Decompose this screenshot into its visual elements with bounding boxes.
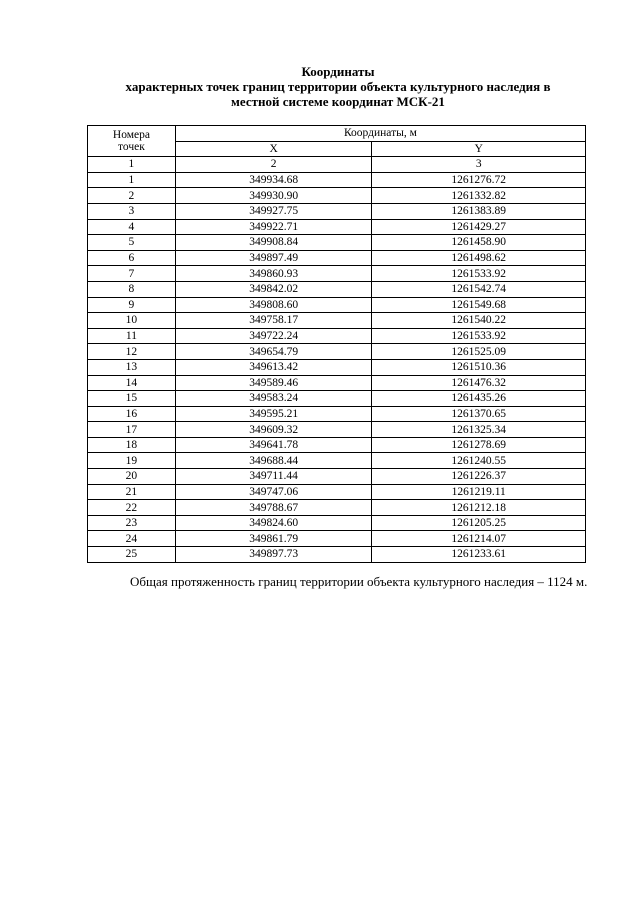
point-number-cell: 5 [88,235,176,251]
point-number-cell: 14 [88,375,176,391]
point-number-cell: 10 [88,313,176,329]
x-coordinate-cell: 349758.17 [175,313,372,329]
y-coordinate-cell: 1261240.55 [372,453,586,469]
table-row [88,297,586,313]
header-coordinates: Координаты, м [175,126,585,142]
point-number-cell: 24 [88,531,176,547]
y-coordinate-cell: 1261476.32 [372,375,586,391]
header-point-numbers-line-2: точек [118,141,145,154]
x-coordinate-cell: 349613.42 [175,359,372,375]
x-coordinate-cell: 349808.60 [175,297,372,313]
total-length-paragraph: Общая протяженность границ территории объекта культурного наследия – 1124 м. [130,574,588,589]
x-coordinate-cell: 349861.79 [175,531,372,547]
y-coordinate-cell: 1261510.36 [372,359,586,375]
header-column-number-2: 2 [175,157,372,173]
table-body [88,172,586,562]
table-row [88,219,586,235]
table-row [88,531,586,547]
point-number-cell: 2 [88,188,176,204]
table-row [88,547,586,563]
y-coordinate-cell: 1261540.22 [372,313,586,329]
document-subtitle-line-1: характерных точек границ территории объекта культурного наследия в [125,79,551,94]
x-coordinate-cell: 349842.02 [175,281,372,297]
x-coordinate-cell: 349747.06 [175,484,372,500]
y-coordinate-cell: 1261205.25 [372,515,586,531]
table-row [88,469,586,485]
point-number-cell: 15 [88,391,176,407]
x-coordinate-cell: 349934.68 [175,172,372,188]
x-coordinate-cell: 349897.73 [175,547,372,563]
point-number-cell: 11 [88,328,176,344]
point-number-cell: 19 [88,453,176,469]
table-row [88,375,586,391]
x-coordinate-cell: 349788.67 [175,500,372,516]
x-coordinate-cell: 349711.44 [175,469,372,485]
table-row [88,422,586,438]
document-title: Координаты [301,64,375,79]
x-coordinate-cell: 349722.24 [175,328,372,344]
point-number-cell: 7 [88,266,176,282]
table-row [88,266,586,282]
document-subtitle-line-2: местной системе координат МСК-21 [231,94,445,109]
table-row [88,500,586,516]
y-coordinate-cell: 1261332.82 [372,188,586,204]
y-coordinate-cell: 1261533.92 [372,266,586,282]
table-row [88,281,586,297]
x-coordinate-cell: 349589.46 [175,375,372,391]
x-coordinate-cell: 349922.71 [175,219,372,235]
table-row [88,250,586,266]
table-row [88,484,586,500]
y-coordinate-cell: 1261429.27 [372,219,586,235]
x-coordinate-cell: 349897.49 [175,250,372,266]
x-coordinate-cell: 349908.84 [175,235,372,251]
table-row [88,453,586,469]
y-coordinate-cell: 1261276.72 [372,172,586,188]
coordinates-table [87,125,586,563]
table-row [88,437,586,453]
point-number-cell: 9 [88,297,176,313]
y-coordinate-cell: 1261458.90 [372,235,586,251]
y-coordinate-cell: 1261435.26 [372,391,586,407]
header-point-numbers [88,126,176,157]
y-coordinate-cell: 1261219.11 [372,484,586,500]
x-coordinate-cell: 349860.93 [175,266,372,282]
y-coordinate-cell: 1261214.07 [372,531,586,547]
header-x: X [175,141,372,157]
y-coordinate-cell: 1261370.65 [372,406,586,422]
x-coordinate-cell: 349927.75 [175,203,372,219]
y-coordinate-cell: 1261549.68 [372,297,586,313]
point-number-cell: 17 [88,422,176,438]
point-number-cell: 21 [88,484,176,500]
table-row [88,235,586,251]
point-number-cell: 23 [88,515,176,531]
point-number-cell: 12 [88,344,176,360]
point-number-cell: 1 [88,172,176,188]
table-row [88,406,586,422]
table-row [88,391,586,407]
y-coordinate-cell: 1261525.09 [372,344,586,360]
y-coordinate-cell: 1261325.34 [372,422,586,438]
table-row [88,359,586,375]
x-coordinate-cell: 349641.78 [175,437,372,453]
x-coordinate-cell: 349930.90 [175,188,372,204]
point-number-cell: 16 [88,406,176,422]
x-coordinate-cell: 349654.79 [175,344,372,360]
table-row [88,172,586,188]
table-header [88,126,586,173]
point-number-cell: 8 [88,281,176,297]
x-coordinate-cell: 349609.32 [175,422,372,438]
y-coordinate-cell: 1261498.62 [372,250,586,266]
x-coordinate-cell: 349688.44 [175,453,372,469]
point-number-cell: 20 [88,469,176,485]
table-row [88,515,586,531]
y-coordinate-cell: 1261542.74 [372,281,586,297]
header-row-1 [88,126,586,142]
x-coordinate-cell: 349595.21 [175,406,372,422]
header-column-numbers-row [88,157,586,173]
y-coordinate-cell: 1261212.18 [372,500,586,516]
y-coordinate-cell: 1261533.92 [372,328,586,344]
header-column-number-1: 1 [88,157,176,173]
x-coordinate-cell: 349583.24 [175,391,372,407]
point-number-cell: 4 [88,219,176,235]
point-number-cell: 22 [88,500,176,516]
y-coordinate-cell: 1261233.61 [372,547,586,563]
table-row [88,344,586,360]
point-number-cell: 6 [88,250,176,266]
table-row [88,328,586,344]
header-column-number-3: 3 [372,157,586,173]
table-row [88,313,586,329]
header-y: Y [372,141,586,157]
point-number-cell: 3 [88,203,176,219]
y-coordinate-cell: 1261383.89 [372,203,586,219]
y-coordinate-cell: 1261278.69 [372,437,586,453]
x-coordinate-cell: 349824.60 [175,515,372,531]
point-number-cell: 25 [88,547,176,563]
y-coordinate-cell: 1261226.37 [372,469,586,485]
header-point-numbers-line-1: Номера [112,129,150,142]
table-row [88,203,586,219]
table-row [88,188,586,204]
point-number-cell: 13 [88,359,176,375]
point-number-cell: 18 [88,437,176,453]
